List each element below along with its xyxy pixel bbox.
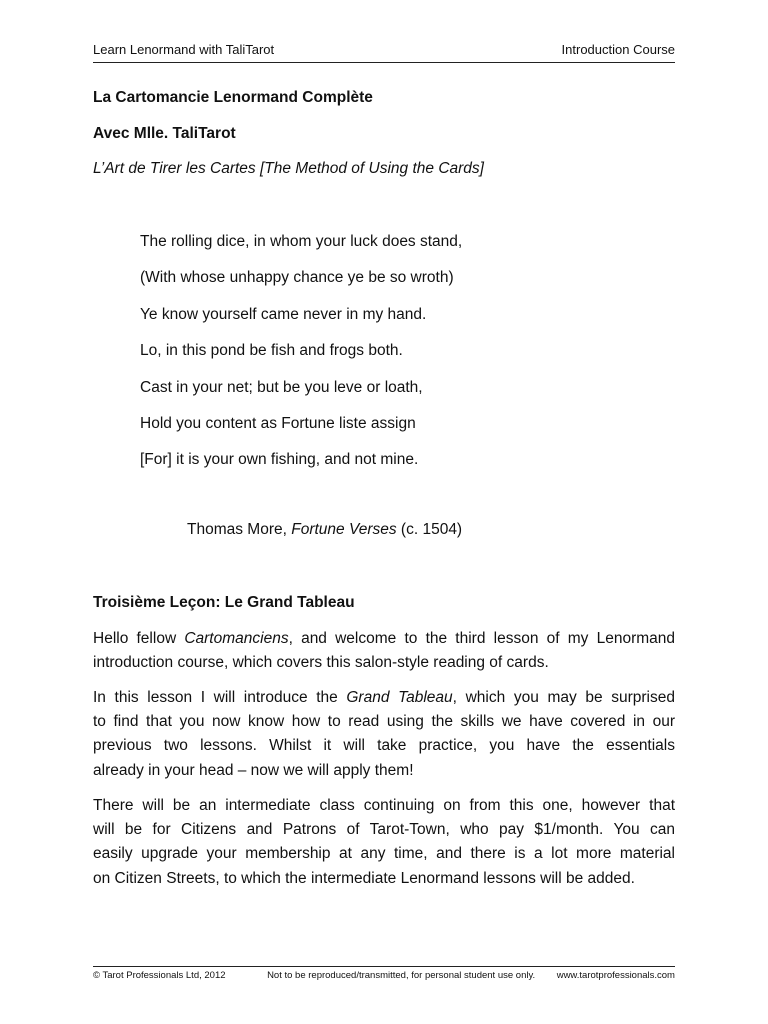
paragraph-line: to find that you now know how to read using the skills we have covered in our <box>93 713 675 731</box>
header-right-text: Introduction Course <box>561 42 675 57</box>
paragraph-line: Hello fellow Cartomanciens, and welcome to the third lesson of my Lenormand <box>93 630 675 647</box>
header-left-text: Learn Lenormand with TaliTarot <box>93 42 275 57</box>
poem-line: Hold you content as Fortune liste assign <box>140 414 416 432</box>
page-footer <box>93 970 675 981</box>
document-title: La Cartomancie Lenormand Complète <box>93 89 373 106</box>
footer-url: www.tarotprofessionals.com <box>556 970 675 981</box>
document-subtitle: Avec Mlle. TaliTarot <box>93 125 236 142</box>
attribution-work: Fortune Verses <box>291 521 397 538</box>
header-rule <box>93 62 675 63</box>
paragraph-line: already in your head – now we will apply them! <box>93 761 414 779</box>
poem-line: Lo, in this pond be fish and frogs both. <box>140 342 403 360</box>
paragraph-membership <box>93 794 675 891</box>
paragraph-welcome <box>93 627 675 675</box>
paragraph-line: There will be an intermediate class continuing on from this one, however that <box>93 797 675 814</box>
attribution-author: Thomas More, <box>187 521 292 538</box>
paragraph-line: In this lesson I will introduce the Grand Tableau, which you may be surprised <box>93 689 675 706</box>
poem-line: [For] it is your own fishing, and not mine. <box>140 451 419 469</box>
paragraph-line: introduction course, which covers this salon-style reading of cards. <box>93 654 549 672</box>
poem-line: Cast in your net; but be you leve or loath, <box>140 378 423 396</box>
paragraph-line: on Citizen Streets, to which the intermediate Lenormand lessons will be added. <box>93 869 635 887</box>
footer-notice: Not to be reproduced/transmitted, for personal student use only. <box>267 970 536 981</box>
document-tagline: L’Art de Tirer les Cartes [The Method of Using the Cards] <box>93 160 484 177</box>
page-header <box>93 42 675 57</box>
paragraph-line: easily upgrade your membership at any time, and there is a lot more material <box>93 845 675 863</box>
footer-rule <box>93 966 675 967</box>
poem-attribution <box>187 521 462 539</box>
paragraph-lesson-intro <box>93 686 675 783</box>
paragraph-line: previous two lessons. Whilst it will take practice, you have the essentials <box>93 737 675 755</box>
attribution-date: (c. 1504) <box>396 521 463 538</box>
poem-line: The rolling dice, in whom your luck does stand, <box>140 233 463 250</box>
lesson-title: Troisième Leçon: Le Grand Tableau <box>93 594 355 611</box>
footer-copyright: © Tarot Professionals Ltd, 2012 <box>93 970 226 981</box>
poem <box>140 232 462 487</box>
poem-line: Ye know yourself came never in my hand. <box>140 305 427 323</box>
paragraph-line: will be for Citizens and Patrons of Tarot-Town, who pay $1/month. You can <box>93 821 675 839</box>
poem-line: (With whose unhappy chance ye be so wroth) <box>140 269 454 287</box>
